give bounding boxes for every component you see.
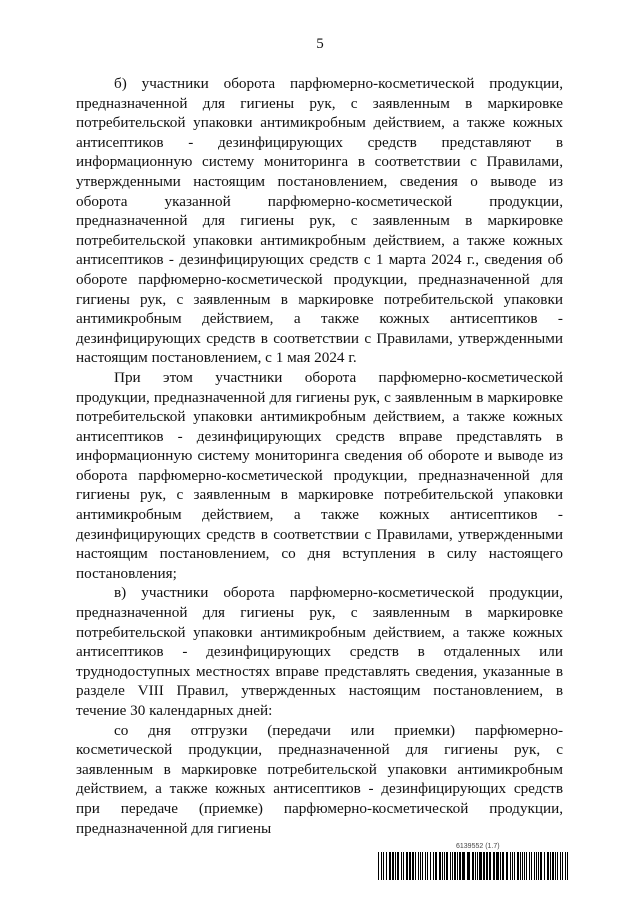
paragraph-b: б) участники оборота парфюмерно-косметической продукции, предназначенной для гигиены рук, с заявленным в маркировке потребительской упаковки антимикробным действием, а также кожных антисептиков - дезинфицирующих средств представляют в информационную систему мониторинга в соответствии с Правилами, утвержденными настоящим постановлением, сведения о выводе из оборота указанной парфюмерно-косметической продукции, предназначенной для гигиены рук, с заявленным в маркировке потребительской упаковки антимикробным действием, а также кожных антисептиков - дезинфицирующих средств с 1 марта 2024 г., сведения об обороте парфюмерно-косметической продукции, предназначенной для гигиены рук, с заявленным в маркировке потребительской упаковки антимикробным действием, а также кожных антисептиков - дезинфицирующих средств в соответствии с Правилами, утвержденными настоящим постановлением, с 1 мая 2024 г.: [76, 75, 563, 367]
paragraph-pri-etom: При этом участники оборота парфюмерно-косметической продукции, предназначенной для гигиены рук, с заявленным в маркировке потребительской упаковки антимикробным действием, а также кожных антисептиков - дезинфицирующих средств вправе представлять в информационную систему мониторинга сведения об обороте и выводе из оборота парфюмерно-косметической продукции, предназначенной для гигиены рук, с заявленным в маркировке потребительской упаковки антимикробным действием, а также кожных антисептиков - дезинфицирующих средств в соответствии с Правилами, утвержденными настоящим постановлением, со дня вступления в силу настоящего постановления;: [76, 368, 563, 582]
paragraph-so-dnya: со дня отгрузки (передачи или приемки) парфюмерно-косметической продукции, предназначенной для гигиены рук, с заявленным в маркировке потребительской упаковки антимикробным действием, а также кожных антисептиков - дезинфицирующих средств при передаче (приемке) парфюмерно-косметической продукции, предназначенной для гигиены: [76, 721, 563, 837]
paragraph-v: в) участники оборота парфюмерно-косметической продукции, предназначенной для гигиены рук, с заявленным в маркировке потребительской упаковки антимикробным действием, а также кожных антисептиков - дезинфицирующих средств в отдаленных или труднодоступных местностях вправе представлять сведения, указанные в разделе VIII Правил, утвержденных настоящим постановлением, в течение 30 календарных дней:: [76, 584, 563, 719]
page-number: 5: [316, 36, 324, 52]
barcode-number: 6139552 (1.7): [456, 843, 500, 850]
barcode-image: [378, 852, 568, 880]
document-body: [76, 74, 563, 838]
